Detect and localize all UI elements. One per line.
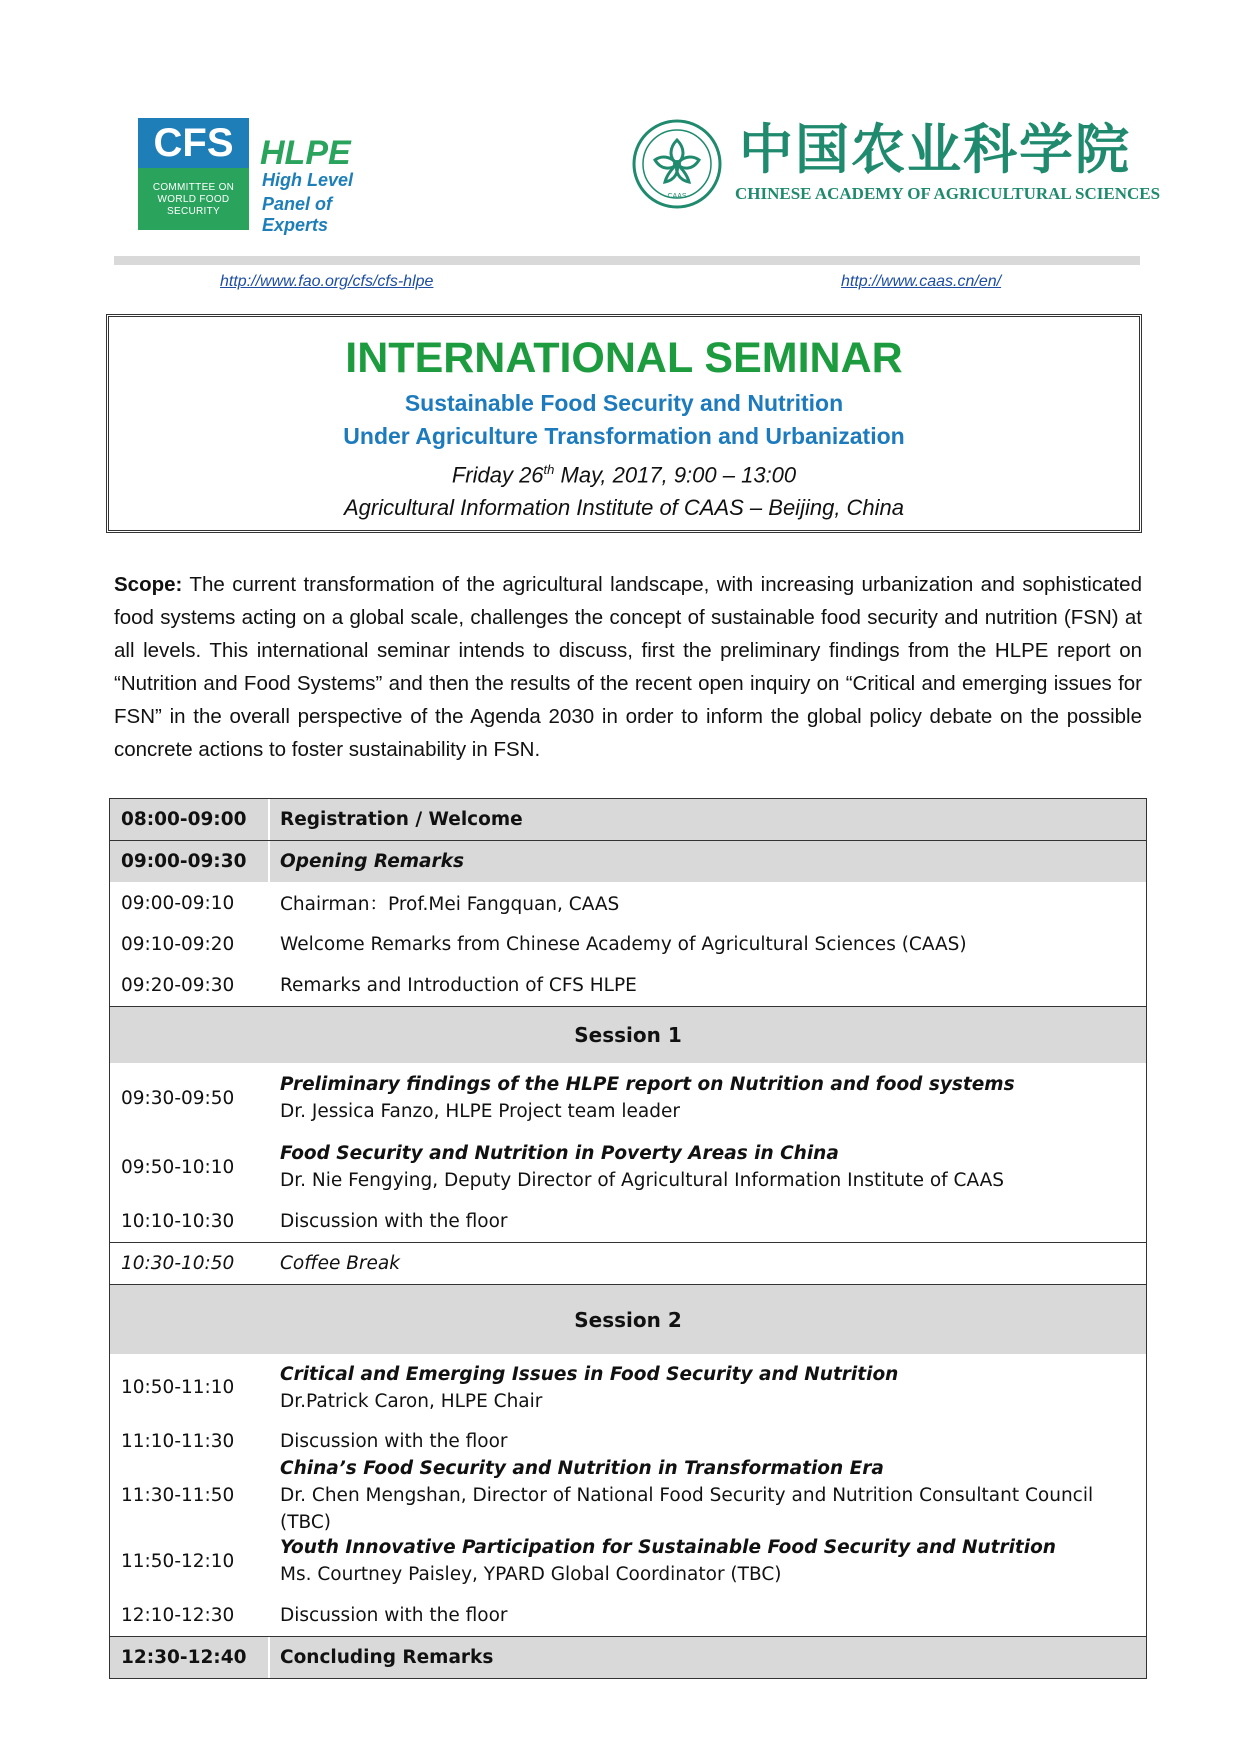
agenda-title: Concluding Remarks	[280, 1647, 494, 1668]
seminar-venue: Agricultural Information Institute of CAAS – Beijing, China	[343, 495, 905, 521]
agenda-title: Coffee Break	[280, 1253, 400, 1274]
cfs-badge-line: WORLD FOOD	[157, 194, 230, 205]
agenda-time: 09:10-09:20	[121, 934, 235, 955]
agenda-title: Discussion with the floor	[280, 1211, 508, 1232]
agenda-time: 11:30-11:50	[121, 1484, 235, 1506]
hlpe-subtitle-line: Panel of Experts	[262, 194, 333, 235]
date-rest: May, 2017, 9:00 – 13:00	[554, 462, 797, 488]
agenda-title: Critical and Emerging Issues in Food Security and Nutrition	[280, 1363, 899, 1385]
agenda-speaker: Dr. Jessica Fanzo, HLPE Project team leader	[280, 1101, 680, 1122]
agenda-entry	[270, 1455, 1146, 1536]
hlpe-subtitle-line: High Level	[262, 170, 354, 190]
caas-website-link[interactable]: http://www.caas.cn/en/	[841, 273, 1002, 290]
agenda-speaker: Ms. Courtney Paisley, YPARD Global Coordinator (TBC)	[280, 1564, 782, 1585]
scope-paragraph	[114, 568, 1142, 766]
agenda-row	[110, 965, 1146, 1007]
agenda-time: 09:00-09:30	[110, 841, 270, 882]
cfs-badge-title: CFS	[138, 118, 249, 168]
scope-label: Scope:	[114, 573, 183, 596]
session-1-header: Session 1	[110, 1007, 1146, 1063]
agenda-row-coffee-break	[110, 1243, 1146, 1285]
agenda-row	[110, 924, 1146, 965]
cfs-badge-line: COMMITTEE ON	[152, 182, 235, 193]
seminar-title-box	[106, 314, 1142, 533]
cfs-badge-subtitle	[138, 182, 249, 218]
agenda-time: 10:30-10:50	[121, 1253, 235, 1274]
cfs-badge-line: SECURITY	[167, 206, 220, 217]
agenda-title: Preliminary findings of the HLPE report on Nutrition and food systems	[280, 1074, 1015, 1095]
agenda-row-registration	[110, 799, 1146, 841]
agenda-entry	[270, 1361, 1146, 1415]
agenda-row	[110, 1354, 1146, 1421]
caas-chinese-name: 中国农业科学院	[739, 117, 1131, 181]
agenda-row	[110, 882, 1146, 924]
agenda-title: Registration / Welcome	[280, 809, 523, 830]
date-day: Friday 26	[451, 462, 544, 488]
agenda-entry	[270, 1071, 1146, 1125]
agenda-time: 10:50-11:10	[121, 1377, 235, 1398]
agenda-time: 11:50-12:10	[121, 1550, 235, 1572]
agenda-title: Food Security and Nutrition in Poverty Areas in China	[280, 1143, 839, 1164]
header-divider	[114, 256, 1140, 265]
agenda-title: China’s Food Security and Nutrition in Transformation Era	[280, 1457, 884, 1479]
agenda-time: 09:00-09:10	[121, 892, 235, 914]
agenda-row	[110, 1594, 1146, 1636]
cfs-badge	[138, 118, 249, 230]
caas-english-name: CHINESE ACADEMY OF AGRICULTURAL SCIENCES	[735, 184, 1161, 203]
agenda-time: 09:50-10:10	[121, 1156, 235, 1178]
agenda-row	[110, 1201, 1146, 1243]
seminar-title: INTERNATIONAL SEMINAR	[345, 334, 903, 382]
agenda-title: Youth Innovative Participation for Sustainable Food Security and Nutrition	[280, 1537, 1056, 1558]
date-suffix: th	[543, 462, 555, 477]
agenda-row	[110, 1063, 1146, 1133]
seminar-date	[109, 453, 1139, 491]
cfs-hlpe-logo	[138, 118, 400, 235]
seminar-subtitle-line2: Under Agriculture Transformation and Urbanization	[343, 423, 905, 449]
agenda-row-concluding	[110, 1636, 1146, 1678]
agenda-speaker: Dr. Chen Mengshan, Director of National Food Security and Nutrition Consultant Council (TBC)	[280, 1484, 1094, 1533]
agenda-time: 09:30-09:50	[121, 1087, 235, 1109]
seminar-subtitle-line1: Sustainable Food Security and Nutrition	[404, 390, 844, 416]
caas-logo	[631, 114, 1161, 214]
caas-emblem-text: CAAS	[667, 193, 687, 200]
agenda-table	[109, 798, 1147, 1679]
agenda-time: 12:30-12:40	[110, 1637, 270, 1678]
agenda-speaker: Dr.Patrick Caron, HLPE Chair	[280, 1390, 543, 1412]
session-2-header: Session 2	[110, 1285, 1146, 1354]
agenda-speaker: Dr. Nie Fengying, Deputy Director of Agricultural Information Institute of CAAS	[280, 1170, 1005, 1191]
hlpe-website-link[interactable]: http://www.fao.org/cfs/cfs-hlpe	[220, 273, 434, 290]
agenda-title: Remarks and Introduction of CFS HLPE	[280, 975, 637, 996]
agenda-row	[110, 1133, 1146, 1201]
agenda-row	[110, 1457, 1146, 1533]
agenda-row	[110, 1528, 1146, 1594]
agenda-time: 11:10-11:30	[121, 1431, 235, 1452]
agenda-entry	[270, 1534, 1146, 1588]
scope-text: The current transformation of the agricultural landscape, with increasing urbanization and sophisticated food systems acting on a global scale, challenges the concept of sustainable food security and nutrition (FSN) at all levels. This international seminar intends to discuss, first the preliminary findings from the HLPE report on “Nutrition and Food Systems” and then the results of the recent open inquiry on “Critical and emerging issues for FSN” in the overall perspective of the Agenda 2030 in order to inform the global policy debate on the possible concrete actions to foster sustainability in FSN.	[114, 573, 1142, 761]
agenda-row-opening	[110, 841, 1146, 882]
agenda-time: 08:00-09:00	[110, 799, 270, 840]
agenda-title: Discussion with the floor	[280, 1431, 508, 1452]
agenda-title: Discussion with the floor	[280, 1604, 508, 1626]
agenda-title: Welcome Remarks from Chinese Academy of Agricultural Sciences (CAAS)	[280, 934, 967, 955]
agenda-title: Chairman：Prof.Mei Fangquan, CAAS	[280, 894, 620, 915]
caas-emblem-icon	[631, 118, 723, 210]
agenda-time: 12:10-12:30	[121, 1604, 235, 1626]
agenda-time: 09:20-09:30	[121, 975, 235, 996]
agenda-title: Opening Remarks	[280, 851, 464, 872]
agenda-entry	[270, 1140, 1146, 1194]
agenda-time: 10:10-10:30	[121, 1211, 235, 1232]
hlpe-title: HLPE	[260, 134, 351, 172]
